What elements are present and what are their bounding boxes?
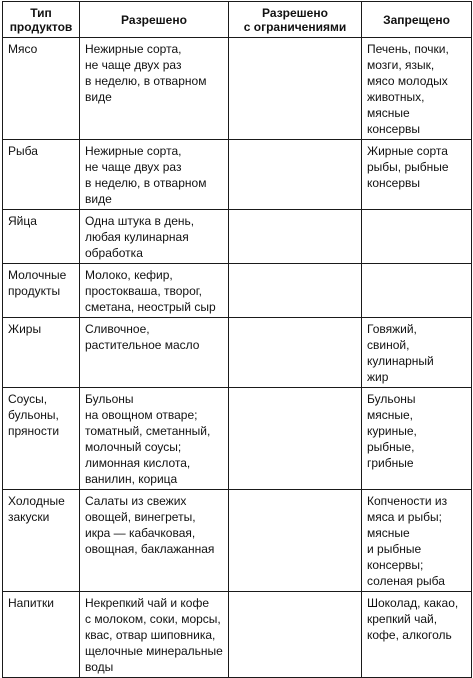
cell-forbidden [362, 210, 472, 264]
cell-product-type [3, 592, 80, 678]
cell-text-line: грибные [367, 456, 414, 470]
cell-text-line: закуски [8, 510, 50, 524]
cell-text-line: икра — кабачковая, [85, 526, 196, 540]
cell-text-line: консервы; [367, 558, 424, 572]
cell-text-line: животных, [367, 90, 425, 104]
cell-text-line: сметана, неострый сыр [85, 300, 216, 314]
cell-allowed [80, 388, 229, 490]
cell-product-type [3, 38, 80, 140]
cell-allowed [80, 210, 229, 264]
cell-text-line: лимонная кислота, [85, 456, 191, 470]
cell-forbidden [362, 318, 472, 388]
cell-text-line: Рыба [8, 144, 38, 158]
cell-text-line: рыбные, [367, 440, 415, 454]
cell-text-line: виде [85, 192, 112, 206]
cell-text-line: Нежирные сорта, [85, 42, 182, 56]
cell-text-line: Яйца [8, 214, 37, 228]
cell-text-line: свиной, [367, 338, 410, 352]
cell-text-line: Жирные сорта [367, 144, 448, 158]
cell-text-line: обработка [85, 246, 143, 260]
cell-forbidden [362, 140, 472, 210]
cell-text-line: Молоко, кефир, [85, 268, 173, 282]
cell-product-type [3, 140, 80, 210]
cell-forbidden [362, 264, 472, 318]
table-row [3, 38, 472, 140]
cell-text-line: в неделю, в отварном [85, 176, 207, 190]
table-row [3, 592, 472, 678]
cell-text-line: томатный, сметанный, [85, 424, 211, 438]
cell-allowed [80, 318, 229, 388]
cell-text-line: крепкий чай, [367, 612, 438, 626]
cell-text-line: Говяжий, [367, 322, 417, 336]
cell-allowed-limited [229, 38, 362, 140]
cell-text-line: Шоколад, какао, [367, 596, 459, 610]
cell-text-line: в неделю, в отварном [85, 74, 207, 88]
cell-text-line: жир [367, 370, 389, 384]
cell-allowed-limited [229, 592, 362, 678]
cell-text-line: Жиры [8, 322, 42, 336]
cell-text-line: соленая рыба [367, 574, 445, 588]
cell-product-type [3, 318, 80, 388]
cell-allowed-limited [229, 210, 362, 264]
cell-allowed [80, 38, 229, 140]
cell-text-line: и рыбные [367, 542, 422, 556]
cell-text-line: Сливочное, [85, 322, 150, 336]
cell-text-line: мозги, язык, [367, 58, 435, 72]
cell-allowed-limited [229, 388, 362, 490]
cell-text-line: Некрепкий чай и кофе [85, 596, 210, 610]
cell-text-line: на овощном отваре; [85, 408, 198, 422]
table-body [3, 38, 472, 678]
cell-text-line: мясные [367, 526, 410, 540]
table-row [3, 388, 472, 490]
header-product-type [3, 2, 80, 38]
cell-allowed [80, 264, 229, 318]
diet-table-container [2, 1, 471, 674]
cell-text-line: пряности [8, 424, 60, 438]
header-line: продуктов [9, 19, 73, 34]
cell-text-line: консервы [367, 122, 421, 136]
cell-text-line: Салаты из свежих [85, 494, 187, 508]
cell-text-line: молочный соусы; [85, 440, 182, 454]
cell-allowed [80, 490, 229, 592]
cell-allowed-limited [229, 264, 362, 318]
cell-text-line: мясо молодых [367, 74, 448, 88]
header-forbidden [362, 2, 472, 38]
cell-allowed-limited [229, 490, 362, 592]
header-line: Разрешено [262, 5, 328, 20]
cell-text-line: Бульоны [367, 392, 416, 406]
cell-product-type [3, 490, 80, 592]
cell-text-line: бульоны, [8, 408, 59, 422]
cell-text-line: растительное масло [85, 338, 200, 352]
cell-text-line: ванилин, корица [85, 472, 178, 486]
header-line: Тип [30, 5, 52, 20]
cell-text-line: кулинарный [367, 354, 434, 368]
cell-text-line: Одна штука в день, [85, 214, 195, 228]
table-row [3, 490, 472, 592]
cell-text-line: Холодные [8, 494, 65, 508]
cell-text-line: Соусы, [8, 392, 48, 406]
cell-text-line: продукты [8, 284, 61, 298]
cell-forbidden [362, 592, 472, 678]
header-row [3, 2, 472, 38]
header-line: с ограничениями [243, 19, 347, 34]
header-line: Разрешено [121, 12, 187, 27]
header-allowed-limited [229, 2, 362, 38]
cell-allowed-limited [229, 140, 362, 210]
cell-product-type [3, 210, 80, 264]
cell-text-line: Бульоны [85, 392, 134, 406]
cell-text-line: мясные [367, 106, 410, 120]
header-allowed [80, 2, 229, 38]
cell-text-line: Напитки [8, 596, 54, 610]
cell-text-line: рыбы, рыбные [367, 160, 449, 174]
cell-allowed [80, 140, 229, 210]
cell-text-line: Мясо [8, 42, 38, 56]
cell-allowed-limited [229, 318, 362, 388]
cell-forbidden [362, 38, 472, 140]
cell-allowed [80, 592, 229, 678]
cell-text-line: мяса и рыбы; [367, 510, 442, 524]
cell-product-type [3, 388, 80, 490]
cell-text-line: воды [85, 660, 114, 674]
cell-text-line: щелочные минеральные [85, 644, 223, 658]
cell-text-line: простокваша, творог, [85, 284, 203, 298]
cell-text-line: квас, отвар шиповника, [85, 628, 216, 642]
cell-text-line: мясные, [367, 408, 414, 422]
cell-text-line: не чаще двух раз [85, 58, 182, 72]
header-line: Запрещено [383, 12, 450, 27]
table-row [3, 318, 472, 388]
diet-table [2, 1, 472, 678]
cell-text-line: виде [85, 90, 112, 104]
cell-product-type [3, 264, 80, 318]
cell-text-line: Копчености из [367, 494, 448, 508]
cell-text-line: любая кулинарная [85, 230, 189, 244]
cell-text-line: овощей, винегреты, [85, 510, 196, 524]
cell-text-line: консервы [367, 176, 421, 190]
cell-text-line: куриные, [367, 424, 417, 438]
cell-text-line: Нежирные сорта, [85, 144, 182, 158]
table-row [3, 210, 472, 264]
cell-text-line: не чаще двух раз [85, 160, 182, 174]
cell-forbidden [362, 490, 472, 592]
table-row [3, 264, 472, 318]
cell-text-line: Печень, почки, [367, 42, 449, 56]
cell-forbidden [362, 388, 472, 490]
cell-text-line: овощная, баклажанная [85, 542, 215, 556]
cell-text-line: Молочные [8, 268, 67, 282]
cell-text-line: с молоком, соки, морсы, [85, 612, 221, 626]
table-row [3, 140, 472, 210]
cell-text-line: кофе, алкоголь [367, 628, 452, 642]
